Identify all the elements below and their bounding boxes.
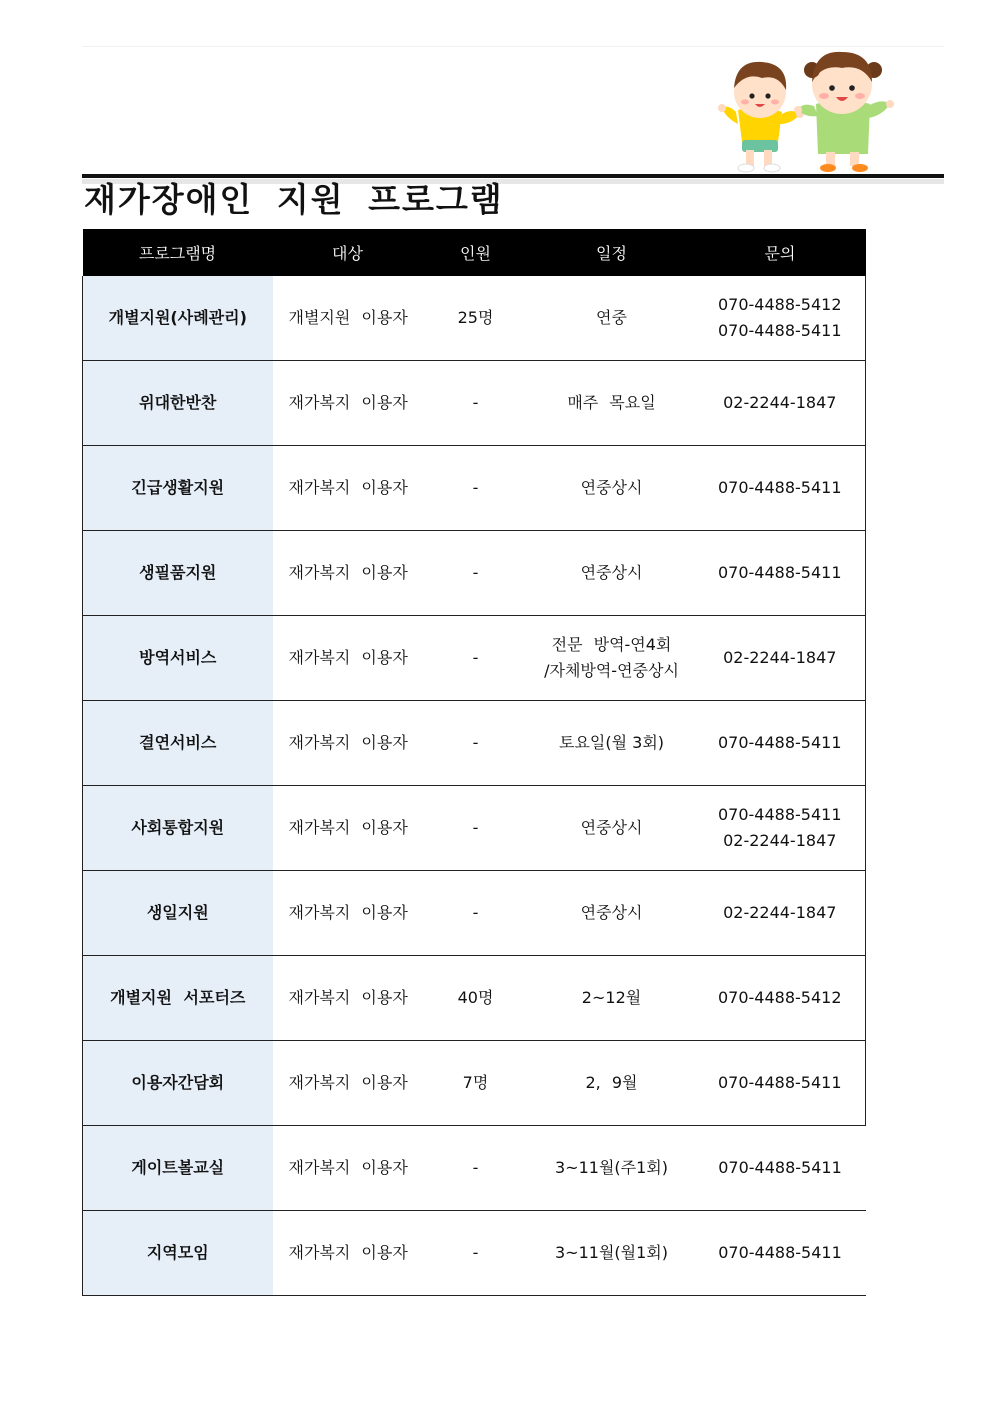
table-row xyxy=(83,701,866,786)
contact-line: 070-4488-5411 xyxy=(718,1243,842,1262)
program-target: 재가복지 이용자 xyxy=(273,786,423,871)
schedule-line: 2, 9월 xyxy=(585,1073,638,1092)
contact-line: 02-2244-1847 xyxy=(723,831,837,850)
contact-line: 070-4488-5411 xyxy=(718,1158,842,1177)
program-count: - xyxy=(423,871,529,956)
program-contact xyxy=(695,871,866,956)
schedule-line: /자체방역-연중상시 xyxy=(544,661,679,680)
program-name: 위대한반찬 xyxy=(83,361,273,446)
schedule-line: 토요일(월 3회) xyxy=(558,733,665,752)
program-name: 결연서비스 xyxy=(83,701,273,786)
program-count: - xyxy=(423,446,529,531)
program-schedule xyxy=(529,1126,695,1211)
program-name: 지역모임 xyxy=(83,1211,273,1296)
program-schedule xyxy=(529,786,695,871)
program-count: 25명 xyxy=(423,276,529,361)
program-schedule xyxy=(529,361,695,446)
table-row xyxy=(83,616,866,701)
contact-line: 02-2244-1847 xyxy=(723,648,837,667)
program-count: - xyxy=(423,786,529,871)
schedule-line: 2~12월 xyxy=(581,988,642,1007)
program-contact xyxy=(695,531,866,616)
program-name: 방역서비스 xyxy=(83,616,273,701)
child-left-figure xyxy=(718,62,804,172)
program-contact xyxy=(695,616,866,701)
program-contact xyxy=(695,701,866,786)
program-name: 개별지원 서포터즈 xyxy=(83,956,273,1041)
program-schedule xyxy=(529,531,695,616)
program-count: - xyxy=(423,701,529,786)
program-target: 재가복지 이용자 xyxy=(273,616,423,701)
contact-line: 070-4488-5411 xyxy=(717,321,842,340)
program-contact xyxy=(695,446,866,531)
table-row xyxy=(83,276,866,361)
contact-line: 070-4488-5411 xyxy=(717,563,842,582)
schedule-line: 연중 xyxy=(596,308,627,327)
table-row xyxy=(83,1211,866,1296)
program-schedule xyxy=(529,1211,695,1296)
program-count: - xyxy=(423,1126,529,1211)
program-name: 생필품지원 xyxy=(83,531,273,616)
program-target: 재가복지 이용자 xyxy=(273,871,423,956)
page-title: 재가장애인 지원 프로그램 xyxy=(84,180,504,219)
schedule-line: 3~11월(월1회) xyxy=(555,1243,668,1262)
table-row xyxy=(83,1126,866,1211)
contact-line: 02-2244-1847 xyxy=(723,903,837,922)
program-count: 7명 xyxy=(423,1041,529,1126)
column-header-target: 대상 xyxy=(273,229,423,276)
table-row xyxy=(83,786,866,871)
table-header-row xyxy=(83,229,866,276)
child-right-figure xyxy=(794,52,894,172)
column-header-schedule: 일정 xyxy=(529,229,695,276)
program-contact xyxy=(695,276,866,361)
table-row xyxy=(83,531,866,616)
table-row xyxy=(83,446,866,531)
program-contact xyxy=(695,1126,866,1211)
schedule-line: 연중상시 xyxy=(580,563,643,582)
program-name: 긴급생활지원 xyxy=(83,446,273,531)
contact-line: 070-4488-5411 xyxy=(717,478,842,497)
column-header-count: 인원 xyxy=(423,229,529,276)
program-schedule xyxy=(529,276,695,361)
program-schedule xyxy=(529,871,695,956)
program-target: 개별지원 이용자 xyxy=(273,276,423,361)
program-target: 재가복지 이용자 xyxy=(273,531,423,616)
program-contact xyxy=(695,1041,866,1126)
program-schedule xyxy=(529,956,695,1041)
program-target: 재가복지 이용자 xyxy=(273,1041,423,1126)
program-count: 40명 xyxy=(423,956,529,1041)
schedule-line: 3~11월(주1회) xyxy=(555,1158,668,1177)
program-contact xyxy=(695,361,866,446)
schedule-line: 연중상시 xyxy=(580,478,643,497)
program-name: 사회통합지원 xyxy=(83,786,273,871)
program-schedule xyxy=(529,701,695,786)
title-underline xyxy=(82,174,944,178)
program-target: 재가복지 이용자 xyxy=(273,361,423,446)
schedule-line: 전문 방역-연4회 xyxy=(551,635,672,654)
table-row xyxy=(83,1041,866,1126)
program-name: 이용자간담회 xyxy=(83,1041,273,1126)
table-row xyxy=(83,871,866,956)
contact-line: 070-4488-5411 xyxy=(717,1073,842,1092)
program-schedule xyxy=(529,616,695,701)
program-count: - xyxy=(423,531,529,616)
program-count: - xyxy=(423,1211,529,1296)
program-count: - xyxy=(423,361,529,446)
program-target: 재가복지 이용자 xyxy=(273,446,423,531)
program-name: 게이트볼교실 xyxy=(83,1126,273,1211)
contact-line: 070-4488-5412 xyxy=(717,295,842,314)
program-target: 재가복지 이용자 xyxy=(273,1126,423,1211)
kids-illustration xyxy=(718,44,898,178)
table-row xyxy=(83,361,866,446)
schedule-line: 연중상시 xyxy=(580,818,643,837)
column-header-program: 프로그램명 xyxy=(83,229,273,276)
program-target: 재가복지 이용자 xyxy=(273,956,423,1041)
program-schedule xyxy=(529,446,695,531)
contact-line: 070-4488-5411 xyxy=(717,805,842,824)
program-name: 개별지원(사례관리) xyxy=(83,276,273,361)
program-count: - xyxy=(423,616,529,701)
program-table xyxy=(82,229,866,1296)
program-contact xyxy=(695,956,866,1041)
program-schedule xyxy=(529,1041,695,1126)
contact-line: 02-2244-1847 xyxy=(723,393,837,412)
program-target: 재가복지 이용자 xyxy=(273,701,423,786)
schedule-line: 연중상시 xyxy=(580,903,643,922)
program-contact xyxy=(695,1211,866,1296)
column-header-contact: 문의 xyxy=(695,229,866,276)
program-name: 생일지원 xyxy=(83,871,273,956)
schedule-line: 매주 목요일 xyxy=(567,393,656,412)
program-contact xyxy=(695,786,866,871)
contact-line: 070-4488-5411 xyxy=(717,733,842,752)
program-target: 재가복지 이용자 xyxy=(273,1211,423,1296)
contact-line: 070-4488-5412 xyxy=(717,988,842,1007)
table-row xyxy=(83,956,866,1041)
